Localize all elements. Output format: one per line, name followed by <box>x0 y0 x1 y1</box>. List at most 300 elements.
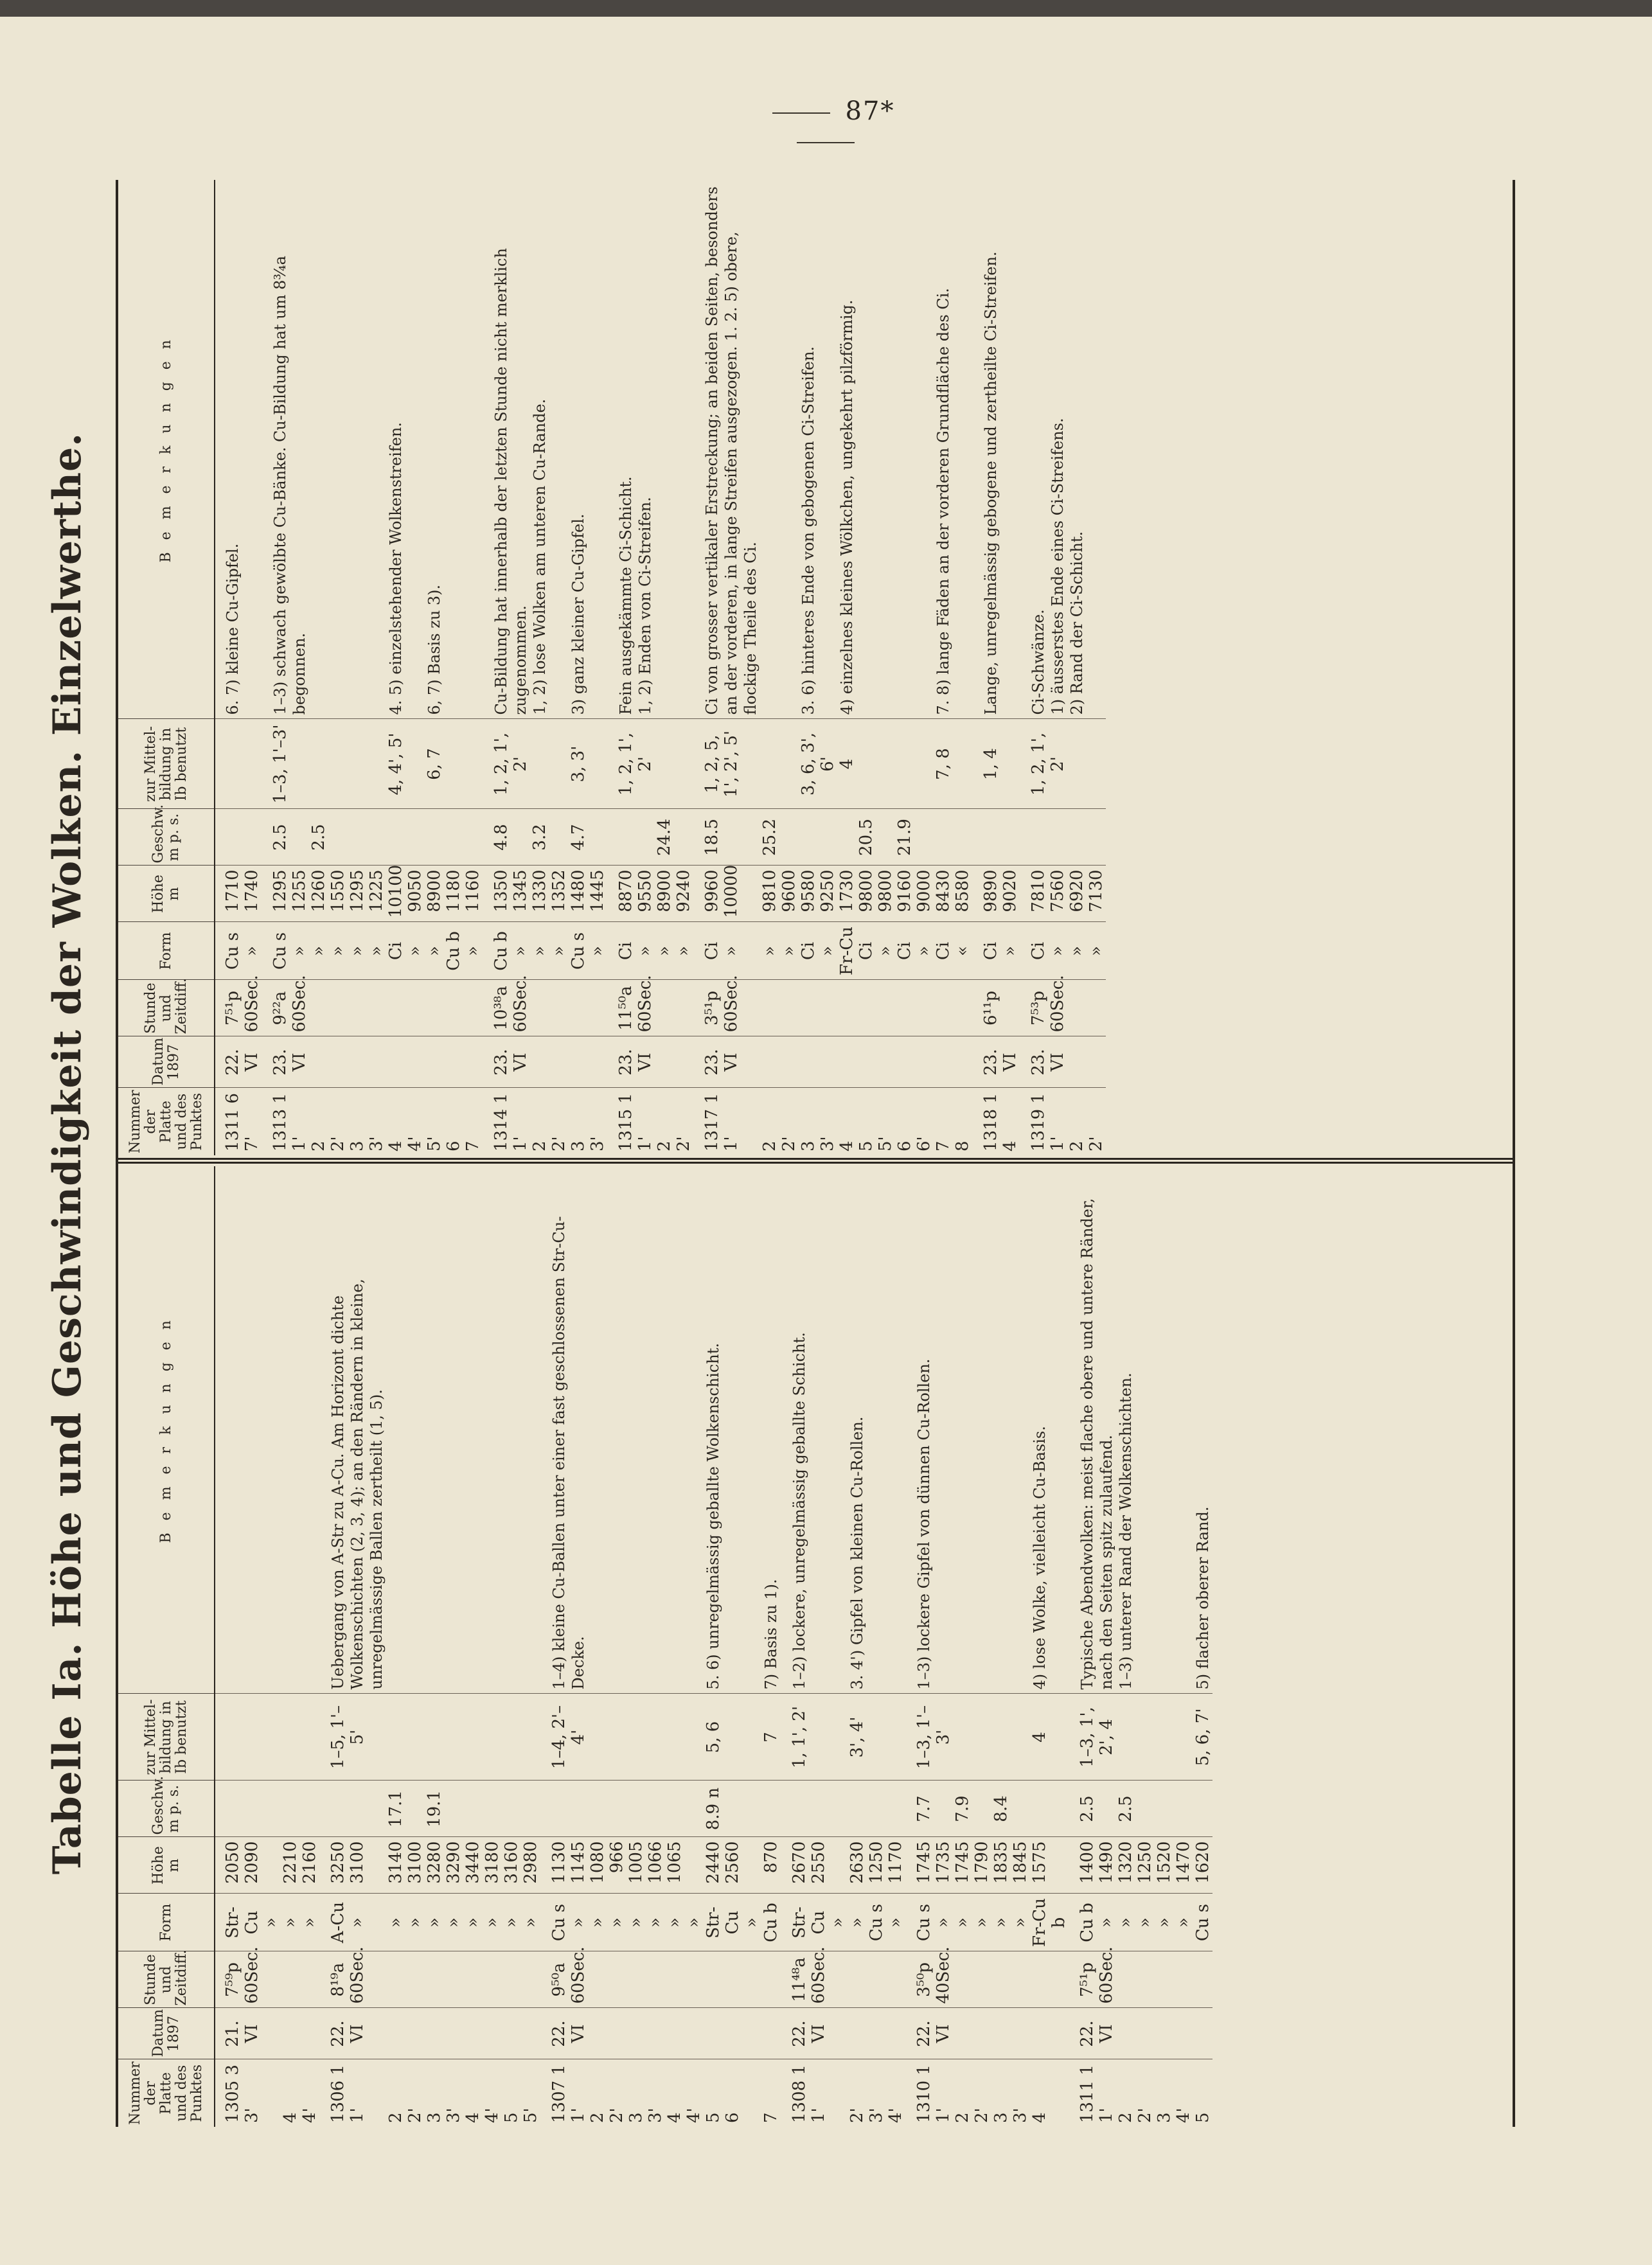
cell-nummer: 2 2' <box>386 2108 425 2123</box>
cell-datum <box>386 1036 425 1088</box>
cell-nummer: 3 3' <box>991 2108 1030 2123</box>
cell-hoehe: 2210 2160 <box>281 1837 319 1894</box>
cell-bemerkungen: 6, 7) Basis zu 3). <box>425 180 463 719</box>
cell-form: Ci » <box>1020 922 1067 980</box>
table-row <box>905 1166 953 2127</box>
cell-geschw <box>1193 1781 1212 1837</box>
cell-hoehe: 3140 3100 <box>386 1837 425 1894</box>
cell-form: Str-Cu » <box>781 1894 848 1951</box>
cell-datum <box>425 2008 463 2059</box>
table-row <box>309 180 348 1155</box>
cell-stunde <box>848 1951 886 2008</box>
cell-hoehe: 9890 9020 <box>972 866 1020 922</box>
cell-hoehe: 1170 <box>886 1837 905 1894</box>
cell-geschw <box>215 1781 281 1837</box>
cell-nummer: 4 4' <box>665 2108 704 2123</box>
cell-datum: 22. VI <box>905 2008 953 2059</box>
cell-stunde <box>1155 1951 1193 2008</box>
cell-stunde <box>502 1951 540 2008</box>
cell-hoehe: 1745 1790 <box>953 1837 991 1894</box>
table-row <box>262 180 309 1155</box>
cell-bemerkungen: 5) flacher oberer Rand. <box>1193 1166 1212 1694</box>
table-row <box>386 1166 425 2127</box>
cell-form: Ci « <box>934 922 972 980</box>
cell-form: Str-Cu » <box>704 1894 761 1951</box>
cell-geschw: 7.7 <box>905 1781 953 1837</box>
cell-datum: 22. VI <box>319 2008 386 2059</box>
cell-datum: 21. VI <box>215 2008 281 2059</box>
cell-form: » » <box>760 922 799 980</box>
cell-stunde <box>626 1951 665 2008</box>
cell-geschw: 24.4 <box>655 809 693 866</box>
table-row <box>348 180 386 1155</box>
cell-bemerkungen <box>425 1166 463 1694</box>
cell-mittelbildung: 5, 6, 7' <box>1193 1694 1212 1781</box>
col-mittelbildung: zur Mittel-bildung in Ib benutzt <box>118 719 215 809</box>
cell-mittelbildung: 1, 2, 5, 1', 2', 5' <box>693 719 760 809</box>
cell-stunde <box>761 1951 781 2008</box>
cell-form: » » <box>502 1894 540 1951</box>
cell-hoehe: 3250 3100 <box>319 1837 386 1894</box>
cell-geschw: 18.5 <box>693 809 760 866</box>
cell-geschw <box>281 1781 319 1837</box>
cell-datum: 23. VI <box>607 1036 655 1088</box>
cell-form: » » <box>665 1894 704 1951</box>
cell-datum <box>848 2008 886 2059</box>
left-table <box>118 1166 1212 2127</box>
cell-datum: 23. VI <box>972 1036 1020 1088</box>
table-row <box>857 180 895 1155</box>
cell-hoehe: 1480 1445 <box>569 866 607 922</box>
cell-mittelbildung <box>857 719 895 809</box>
cell-form: Cu b » <box>483 922 530 980</box>
cell-hoehe: 1065 <box>665 1837 704 1894</box>
cell-hoehe: 3280 3290 <box>425 1837 463 1894</box>
cell-bemerkungen: 4) lose Wolke, vielleicht Cu-Basis. <box>1030 1166 1069 1694</box>
cell-form: » <box>463 922 483 980</box>
cell-geschw <box>215 809 262 866</box>
cell-form: » » <box>530 922 569 980</box>
cell-bemerkungen: Uebergang von A-Str zu A-Cu. Am Horizont dichte Wolkenschichten (2, 3, 4); an den Rändern in kleine, unregelmässige Ballen zertheilt (1, 5). <box>319 1166 386 1694</box>
cell-form: Cu b » <box>1069 1894 1116 1951</box>
col-form: Form <box>118 1894 215 1951</box>
cell-bemerkungen <box>463 1166 502 1694</box>
table-row <box>530 180 569 1155</box>
cell-bemerkungen: Ci-Schwänze. 1) äusserstes Ende eines Ci-Streifens. <box>1020 180 1067 719</box>
right-table <box>118 180 1106 1155</box>
cell-geschw <box>934 809 972 866</box>
cell-form: Ci » <box>895 922 934 980</box>
cell-stunde <box>704 1951 761 2008</box>
cell-geschw <box>886 1781 905 1837</box>
cell-mittelbildung <box>626 1694 665 1781</box>
cell-stunde <box>991 1951 1030 2008</box>
cell-hoehe: 870 <box>761 1837 781 1894</box>
cell-geschw <box>463 1781 502 1837</box>
col-datum: Datum 1897 <box>118 2008 215 2059</box>
cell-bemerkungen <box>953 1166 991 1694</box>
cell-stunde <box>463 980 483 1036</box>
cell-geschw <box>781 1781 848 1837</box>
cell-mittelbildung: 7, 8 <box>934 719 972 809</box>
cell-geschw: 4.7 <box>569 809 607 866</box>
cell-stunde: 7⁵¹p 60Sec. <box>1069 1951 1116 2008</box>
cell-hoehe: 1730 <box>837 866 857 922</box>
cell-nummer: 1315 1 1' <box>616 1093 655 1151</box>
col-hoehe: Höhe m <box>118 1837 215 1894</box>
col-datum: Datum 1897 <box>118 1036 215 1088</box>
table-row <box>704 1166 761 2127</box>
cell-bemerkungen: Lange, unregelmässig gebogene und zertheilte Ci-Streifen. <box>972 180 1020 719</box>
cell-nummer: 2 2' <box>760 1136 799 1151</box>
cell-mittelbildung: 1, 4 <box>972 719 1020 809</box>
cell-bemerkungen: 5. 6) unregelmässig geballte Wolkenschicht. <box>704 1166 761 1694</box>
cell-hoehe: 2050 2090 <box>215 1837 281 1894</box>
cell-hoehe: 2670 2550 <box>781 1837 848 1894</box>
col-form: Form <box>118 922 215 980</box>
cell-geschw <box>348 809 386 866</box>
cell-mittelbildung <box>991 1694 1030 1781</box>
cell-form: A-Cu » <box>319 1894 386 1951</box>
cell-bemerkungen: 3) ganz kleiner Cu-Gipfel. <box>569 180 607 719</box>
cell-form: » » <box>1155 1894 1193 1951</box>
cell-stunde: 11⁵⁰a 60Sec. <box>607 980 655 1036</box>
cell-mittelbildung <box>281 1694 319 1781</box>
cell-bemerkungen: 1–3) unterer Rand der Wolkenschichten. <box>1116 1166 1155 1694</box>
cell-datum <box>1116 2008 1155 2059</box>
cell-geschw: 20.5 <box>857 809 895 866</box>
cell-hoehe: 9800 9800 <box>857 866 895 922</box>
cell-form: » » <box>463 1894 502 1951</box>
cell-form: » <box>886 1894 905 1951</box>
cell-stunde: 3⁵¹p 60Sec. <box>693 980 760 1036</box>
cell-nummer: 7 <box>463 1141 483 1151</box>
cell-nummer: 1318 1 4 <box>981 1093 1020 1151</box>
cell-form: Ci » <box>693 922 760 980</box>
cell-stunde: 9²²a 60Sec. <box>262 980 309 1036</box>
cell-bemerkungen: 4. 5) einzelstehender Wolkenstreifen. <box>386 180 425 719</box>
cell-nummer: 2' 3' <box>848 2108 886 2123</box>
cell-stunde: 10³⁸a 60Sec. <box>483 980 530 1036</box>
cell-datum: 22. VI <box>215 1036 262 1088</box>
cell-form: » » <box>953 1894 991 1951</box>
cell-form: Ci » <box>799 922 837 980</box>
cell-geschw: 2.5 <box>1116 1781 1155 1837</box>
cell-mittelbildung <box>530 719 569 809</box>
cell-datum: 23. VI <box>693 1036 760 1088</box>
cell-hoehe: 9960 10000 <box>693 866 760 922</box>
cell-nummer: 2 2' <box>530 1136 569 1151</box>
cell-bemerkungen <box>463 180 483 719</box>
table-row <box>799 180 837 1155</box>
cell-datum: 22. VI <box>1069 2008 1116 2059</box>
cell-hoehe: 1295 1255 <box>262 866 309 922</box>
cell-mittelbildung: 1–5, 1'–5' <box>319 1694 386 1781</box>
cell-bemerkungen <box>309 180 348 719</box>
cell-mittelbildung: 3, 3' <box>569 719 607 809</box>
cell-form: Ci » <box>607 922 655 980</box>
table-row <box>655 180 693 1155</box>
cell-stunde <box>760 980 799 1036</box>
cell-datum <box>1193 2008 1212 2059</box>
cell-nummer: 1307 1 1' <box>549 2065 588 2123</box>
cell-mittelbildung <box>425 1694 463 1781</box>
cell-nummer: 3 4' <box>1155 2108 1193 2123</box>
cell-stunde <box>934 980 972 1036</box>
cell-hoehe: 1330 1352 <box>530 866 569 922</box>
cell-bemerkungen: 7. 8) lange Fäden an der vorderen Grundfläche des Ci. <box>934 180 972 719</box>
cell-bemerkungen: 6. 7) kleine Cu-Gipfel. <box>215 180 262 719</box>
cell-form: Cu s <box>1193 1894 1212 1951</box>
cell-nummer: 4 4' <box>463 2108 502 2123</box>
table-row <box>569 180 607 1155</box>
cell-hoehe: 2440 2560 <box>704 1837 761 1894</box>
cell-datum <box>386 2008 425 2059</box>
cell-stunde <box>1116 1951 1155 2008</box>
cell-datum <box>655 1036 693 1088</box>
cell-bemerkungen: 3. 4') Gipfel von kleinen Cu-Rollen. <box>848 1166 886 1694</box>
cell-form: » Cu s <box>848 1894 886 1951</box>
cell-hoehe: 8430 8580 <box>934 866 972 922</box>
table-row <box>693 180 760 1155</box>
cell-form: Fr-Cu b <box>1030 1894 1069 1951</box>
cell-hoehe: 1295 1225 <box>348 866 386 922</box>
cell-geschw <box>386 809 425 866</box>
cell-hoehe: 1745 1735 <box>905 1837 953 1894</box>
cell-bemerkungen <box>857 180 895 719</box>
cell-bemerkungen <box>665 1166 704 1694</box>
cell-mittelbildung <box>655 719 693 809</box>
cell-mittelbildung <box>1116 1694 1155 1781</box>
col-stunde: Stunde und Zeitdiff. <box>118 980 215 1036</box>
cell-geschw <box>626 1781 665 1837</box>
cell-mittelbildung <box>386 1694 425 1781</box>
cell-datum <box>425 1036 463 1088</box>
col-nummer: Nummer der Platte und des Punktes <box>118 2059 215 2127</box>
cell-geschw <box>540 1781 588 1837</box>
cell-mittelbildung: 1, 2, 1', 2' <box>1020 719 1067 809</box>
cell-bemerkungen <box>991 1166 1030 1694</box>
cell-nummer: 2 2' <box>655 1136 693 1151</box>
left-table-body <box>215 1166 1212 2127</box>
table-row <box>215 180 262 1155</box>
cell-nummer: 1311 6 7' <box>223 1093 262 1151</box>
cell-datum <box>463 2008 502 2059</box>
cell-bemerkungen <box>760 180 799 719</box>
cell-nummer: 1314 1 1' <box>492 1093 530 1151</box>
cell-nummer: 3 3' <box>626 2108 665 2123</box>
cell-mittelbildung <box>1067 719 1106 809</box>
cell-datum: 23. VI <box>1020 1036 1067 1088</box>
cell-stunde <box>655 980 693 1036</box>
cell-bemerkungen: 2) Rand der Ci-Schicht. <box>1067 180 1106 719</box>
left-table-header <box>118 1166 215 2127</box>
cell-stunde <box>665 1951 704 2008</box>
cell-datum <box>626 2008 665 2059</box>
cell-form: » » <box>1067 922 1106 980</box>
cell-stunde: 7⁵³p 60Sec. <box>1020 980 1067 1036</box>
cell-datum <box>991 2008 1030 2059</box>
cell-datum <box>799 1036 837 1088</box>
cell-hoehe: 3440 3180 <box>463 1837 502 1894</box>
cell-hoehe: 8900 9240 <box>655 866 693 922</box>
cell-nummer: 3 3' <box>799 1136 837 1151</box>
col-mittelbildung: zur Mittel-bildung in Ib benutzt <box>118 1694 215 1781</box>
cell-stunde: 7⁵¹p 60Sec. <box>215 980 262 1036</box>
cell-nummer: 4 4' <box>386 1136 425 1151</box>
cell-geschw <box>972 809 1020 866</box>
cell-bemerkungen: Cu-Bildung hat innerhalb der letzten Stunde nicht merklich zugenommen. <box>483 180 530 719</box>
table-row <box>588 1166 626 2127</box>
cell-nummer: 2 2' <box>953 2108 991 2123</box>
cell-hoehe: 1520 1470 <box>1155 1837 1193 1894</box>
cell-form: » » <box>991 1894 1030 1951</box>
cell-stunde: 3⁵⁰p 40Sec. <box>905 1951 953 2008</box>
cell-bemerkungen: 1–3) lockere Gipfel von dünnen Cu-Rollen. <box>905 1166 953 1694</box>
cell-form: » » <box>1116 1894 1155 1951</box>
cell-geschw: 17.1 <box>386 1781 425 1837</box>
cell-mittelbildung <box>215 1694 281 1781</box>
cell-hoehe: 1260 1550 <box>309 866 348 922</box>
cell-mittelbildung <box>463 719 483 809</box>
cell-form: Cu b <box>761 1894 781 1951</box>
cell-hoehe: 1710 1740 <box>215 866 262 922</box>
cell-form: » » <box>309 922 348 980</box>
cell-bemerkungen <box>281 1166 319 1694</box>
cell-bemerkungen: 1–3) schwach gewölbte Cu-Bänke. Cu-Bildung hat um 8¾a begonnen. <box>262 180 309 719</box>
center-double-rule <box>118 1158 1513 1164</box>
table-row <box>215 1166 281 2127</box>
table-row <box>848 1166 886 2127</box>
cell-stunde: 9⁵⁰a 60Sec. <box>540 1951 588 2008</box>
cell-stunde <box>463 1951 502 2008</box>
cell-form: Str-Cu » <box>215 1894 281 1951</box>
cell-geschw <box>502 1781 540 1837</box>
cell-datum <box>704 2008 761 2059</box>
cell-form: » » <box>348 922 386 980</box>
cell-nummer: 5 5' <box>502 2108 540 2123</box>
col-geschw: Geschw. m p. s. <box>118 809 215 866</box>
cell-stunde: 11⁴⁸a 60Sec. <box>781 1951 848 2008</box>
table-row <box>626 1166 665 2127</box>
cell-form: Fr-Cu <box>837 922 857 980</box>
cell-datum: 22. VI <box>540 2008 588 2059</box>
table-row <box>425 180 463 1155</box>
table-row <box>1069 1166 1116 2127</box>
cell-hoehe: 1620 <box>1193 1837 1212 1894</box>
cell-datum <box>934 1036 972 1088</box>
cell-stunde <box>281 1951 319 2008</box>
cell-form: Ci » <box>857 922 895 980</box>
cell-nummer: 4 <box>837 1141 857 1151</box>
cell-nummer: 1319 1 1' <box>1029 1093 1067 1151</box>
cell-mittelbildung: 1, 2, 1', 2' <box>483 719 530 809</box>
cell-nummer: 6 6' <box>895 1136 934 1151</box>
cell-form: » » <box>425 1894 463 1951</box>
cell-mittelbildung: 4, 4', 5' <box>386 719 425 809</box>
cell-datum <box>1030 2008 1069 2059</box>
cell-stunde <box>895 980 934 1036</box>
cell-form: Ci » <box>386 922 425 980</box>
cell-mittelbildung <box>760 719 799 809</box>
cell-datum <box>569 1036 607 1088</box>
table-row <box>760 180 799 1155</box>
cell-stunde <box>857 980 895 1036</box>
cell-mittelbildung <box>1155 1694 1193 1781</box>
table-row <box>934 180 972 1155</box>
cell-stunde <box>799 980 837 1036</box>
cell-hoehe: 9810 9600 <box>760 866 799 922</box>
table-row <box>463 180 483 1155</box>
cell-mittelbildung: 1–4, 2'–4' <box>540 1694 588 1781</box>
table-row <box>540 1166 588 2127</box>
cell-geschw <box>837 809 857 866</box>
cell-datum <box>530 1036 569 1088</box>
cell-nummer: 1310 1 1' <box>914 2065 953 2123</box>
cell-nummer: 7 <box>761 2112 781 2123</box>
left-table-half <box>118 1166 1513 2127</box>
cell-nummer: 5 6 <box>704 2112 742 2123</box>
cell-geschw: 8.9 n <box>704 1781 761 1837</box>
cell-nummer: 5 <box>1193 2112 1212 2123</box>
cell-geschw: 2.5 <box>262 809 309 866</box>
cell-datum <box>502 2008 540 2059</box>
table-row <box>483 180 530 1155</box>
cell-hoehe: 10100 9050 <box>386 866 425 922</box>
cell-mittelbildung <box>215 719 262 809</box>
cell-nummer: 1311 1 1' <box>1078 2065 1116 2123</box>
cell-nummer: 1317 1 1' <box>702 1093 741 1151</box>
table-row <box>319 1166 386 2127</box>
table-row <box>895 180 934 1155</box>
cell-form: Ci » <box>972 922 1020 980</box>
cell-nummer: 4 4' <box>281 2108 319 2123</box>
table-row <box>1020 180 1067 1155</box>
cell-geschw: 8.4 <box>991 1781 1030 1837</box>
cell-mittelbildung: 4 <box>837 719 857 809</box>
cell-mittelbildung: 7 <box>761 1694 781 1781</box>
col-nummer: Nummer der Platte und des Punktes <box>118 1088 215 1155</box>
cell-nummer: 5' 6 <box>425 1136 463 1151</box>
cell-datum <box>886 2008 905 2059</box>
cell-bemerkungen <box>588 1166 626 1694</box>
cell-nummer: 3 3' <box>348 1136 386 1151</box>
cell-mittelbildung: 1, 1', 2' <box>781 1694 848 1781</box>
cell-nummer: 1308 1 1' <box>790 2065 828 2123</box>
cell-datum <box>837 1036 857 1088</box>
cell-nummer: 1305 3 3' <box>223 2065 262 2123</box>
cell-hoehe: 7810 7560 <box>1020 866 1067 922</box>
cell-bemerkungen: 1–4) kleine Cu-Ballen unter einer fast geschlossenen Str-Cu-Decke. <box>540 1166 588 1694</box>
cell-stunde <box>309 980 348 1036</box>
cell-bemerkungen: 4) einzelnes kleines Wölkchen, ungekehrt pilzförmig. <box>837 180 857 719</box>
cell-geschw <box>607 809 655 866</box>
cell-bemerkungen <box>886 1166 905 1694</box>
table-row <box>953 1166 991 2127</box>
cell-stunde <box>425 980 463 1036</box>
cell-bemerkungen <box>386 1166 425 1694</box>
cell-bemerkungen: 1–2) lockere, unregelmässig geballte Schicht. <box>781 1166 848 1694</box>
cell-geschw <box>665 1781 704 1837</box>
cell-datum <box>309 1036 348 1088</box>
cell-stunde <box>386 980 425 1036</box>
cell-mittelbildung: 4 <box>1030 1694 1069 1781</box>
cell-nummer: 2 2' <box>1116 2108 1155 2123</box>
cell-hoehe: 9580 9250 <box>799 866 837 922</box>
cell-stunde: 8¹⁹a 60Sec. <box>319 1951 386 2008</box>
cell-mittelbildung <box>953 1694 991 1781</box>
cell-hoehe: 1320 1250 <box>1116 1837 1155 1894</box>
